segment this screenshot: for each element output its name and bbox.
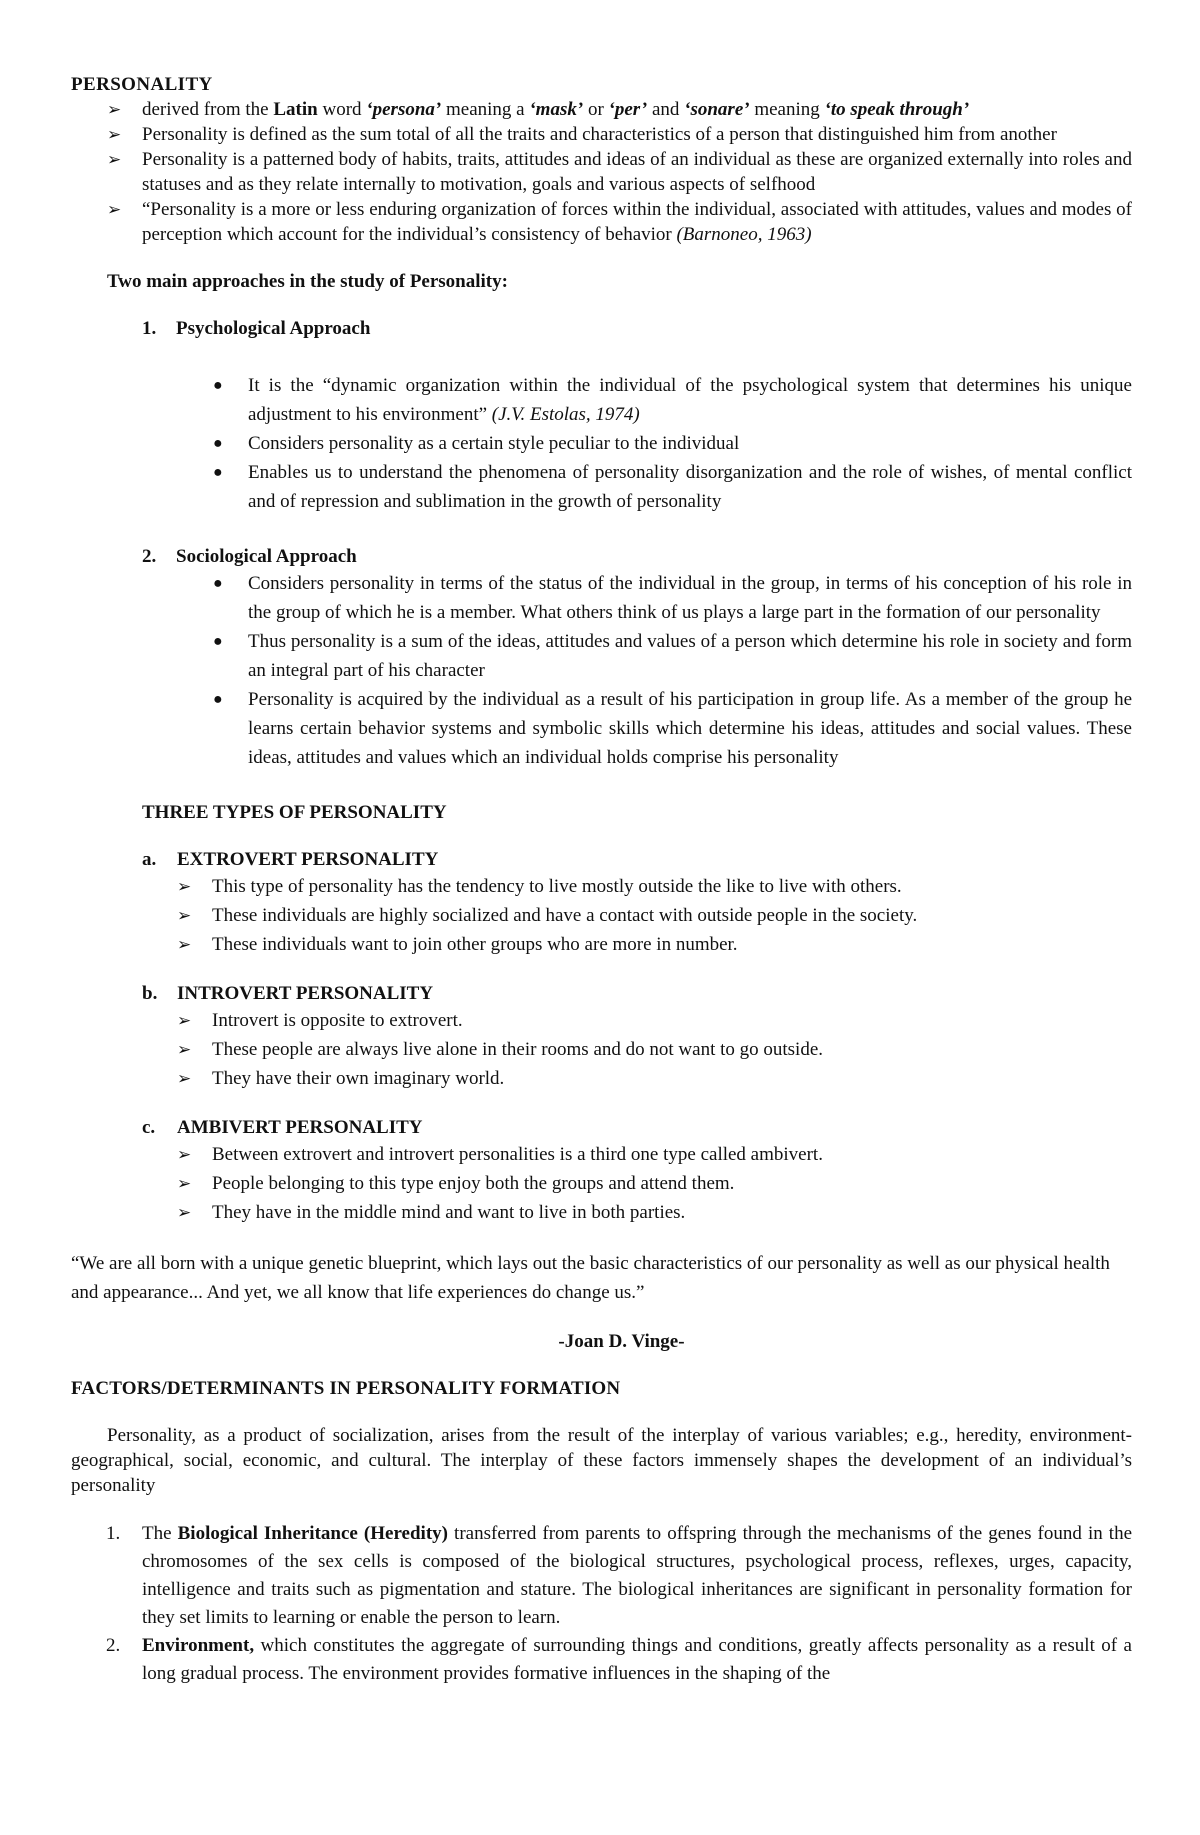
definition-item: ➢ Personality is a patterned body of habits, traits, attitudes and ideas of an individual as these are organized externally into roles and statuses and as they relate internally to motivation, goals and various aspects of selfhood bbox=[107, 149, 1132, 195]
definition-item: ➢ derived from the Latin word ‘persona’ meaning a ‘mask’ or ‘per’ and ‘sonare’ meaning ‘to speak through’ bbox=[107, 99, 970, 120]
arrowhead-bullet-icon: ➢ bbox=[107, 150, 122, 169]
approach-point: ● Thus personality is a sum of the ideas, attitudes and values of a person which determine his role in society and form an integral part of his character bbox=[248, 627, 1132, 685]
approach-point: ● Considers personality as a certain style peculiar to the individual bbox=[248, 429, 1132, 458]
arrowhead-bullet-icon: ➢ bbox=[177, 1040, 192, 1059]
approach-point: ● Enables us to understand the phenomena of personality disorganization and the role of wishes, of mental conflict and of repression and sublimation in the growth of personality bbox=[248, 458, 1132, 516]
arrowhead-bullet-icon: ➢ bbox=[177, 1203, 192, 1222]
type-heading: a. EXTROVERT PERSONALITY bbox=[142, 849, 439, 870]
round-bullet-icon: ● bbox=[213, 575, 223, 592]
arrowhead-bullet-icon: ➢ bbox=[107, 200, 122, 219]
arrowhead-bullet-icon: ➢ bbox=[177, 1069, 192, 1088]
round-bullet-icon: ● bbox=[213, 377, 223, 394]
round-bullet-icon: ● bbox=[213, 633, 223, 650]
definition-item: ➢ “Personality is a more or less enduring organization of forces within the individual, associated with attitudes, values and modes of perception which account for the individual’s consistency of behavior (Barnoneo, 1963) bbox=[107, 199, 1132, 245]
arrowhead-bullet-icon: ➢ bbox=[177, 935, 192, 954]
document-title: PERSONALITY bbox=[71, 74, 213, 95]
approach-heading: 2. Sociological Approach bbox=[142, 546, 357, 567]
factor-list bbox=[71, 1520, 1132, 1688]
factors-intro: Personality, as a product of socialization, arises from the result of the interplay of various variables; e.g., heredity, environment-geographical, social, economic, and cultural. The interplay of these factors immensely shapes the development of an individual’s personality bbox=[71, 1425, 1132, 1496]
type-point: ➢ Between extrovert and introvert personalities is a third one type called ambivert. bbox=[212, 1140, 1132, 1169]
type-point: ➢ This type of personality has the tendency to live mostly outside the like to live with others. bbox=[212, 872, 1132, 901]
arrowhead-bullet-icon: ➢ bbox=[177, 877, 192, 896]
approaches-heading: Two main approaches in the study of Personality: bbox=[107, 271, 508, 292]
approach-heading: 1. Psychological Approach bbox=[142, 318, 371, 339]
approach-point: ● It is the “dynamic organization within the individual of the psychological system that determines his unique adjustment to his environment” (J.V. Estolas, 1974) bbox=[248, 371, 1132, 429]
round-bullet-icon: ● bbox=[213, 464, 223, 481]
type-point: ➢ They have their own imaginary world. bbox=[212, 1064, 1132, 1093]
approach-point-list bbox=[71, 371, 1132, 516]
approach-point-list bbox=[71, 569, 1132, 772]
type-point-list bbox=[71, 872, 1132, 959]
type-point: ➢ These individuals are highly socialized and have a contact with outside people in the society. bbox=[212, 901, 1132, 930]
type-heading: b. INTROVERT PERSONALITY bbox=[142, 983, 434, 1004]
arrowhead-bullet-icon: ➢ bbox=[177, 1174, 192, 1193]
arrowhead-bullet-icon: ➢ bbox=[177, 906, 192, 925]
type-point: ➢ These individuals want to join other groups who are more in number. bbox=[212, 930, 1132, 959]
round-bullet-icon: ● bbox=[213, 691, 223, 708]
arrowhead-bullet-icon: ➢ bbox=[177, 1011, 192, 1030]
arrowhead-bullet-icon: ➢ bbox=[177, 1145, 192, 1164]
quote-text: “We are all born with a unique genetic blueprint, which lays out the basic characteristics of our personality as well as our physical health and appearance... And yet, we all know that life experiences do change us.” bbox=[71, 1253, 1110, 1303]
type-point: ➢ They have in the middle mind and want to live in both parties. bbox=[212, 1198, 1132, 1227]
type-point-list bbox=[71, 1006, 1132, 1093]
definition-item: ➢ Personality is defined as the sum total of all the traits and characteristics of a person that distinguished him from another bbox=[107, 124, 1057, 145]
approach-point: ● Personality is acquired by the individual as a result of his participation in group life. As a member of the group he learns certain behavior systems and symbolic skills which determine his ideas, attitudes and social values. These ideas, attitudes and values which an individual holds comprise his personality bbox=[248, 685, 1132, 772]
round-bullet-icon: ● bbox=[213, 435, 223, 452]
type-point: ➢ People belonging to this type enjoy both the groups and attend them. bbox=[212, 1169, 1132, 1198]
types-heading: THREE TYPES OF PERSONALITY bbox=[142, 802, 447, 823]
approach-point: ● Considers personality in terms of the status of the individual in the group, in terms of his conception of his role in the group of which he is a member. What others think of us plays a large part in the formation of our personality bbox=[248, 569, 1132, 627]
factor-item: 1. The Biological Inheritance (Heredity) transferred from parents to offspring through the mechanisms of the genes found in the chromosomes of the sex cells is composed of the biological structures, psychological process, reflexes, urges, capacity, intelligence and traits such as pigmentation and stature. The biological inheritances are significant in personality formation for they set limits to learning or enable the person to learn. bbox=[106, 1523, 1133, 1628]
type-point-list bbox=[71, 1140, 1132, 1227]
factors-heading: FACTORS/DETERMINANTS IN PERSONALITY FORMATION bbox=[71, 1378, 621, 1399]
factor-item: 2. Environment, which constitutes the aggregate of surrounding things and conditions, greatly affects personality as a result of a long gradual process. The environment provides formative influences in the shaping of the bbox=[106, 1635, 1132, 1684]
quote-author: -Joan D. Vinge- bbox=[558, 1331, 685, 1352]
type-point: ➢ These people are always live alone in their rooms and do not want to go outside. bbox=[212, 1035, 1132, 1064]
arrowhead-bullet-icon: ➢ bbox=[107, 100, 122, 119]
type-heading: c. AMBIVERT PERSONALITY bbox=[142, 1117, 423, 1138]
arrowhead-bullet-icon: ➢ bbox=[107, 125, 122, 144]
type-point: ➢ Introvert is opposite to extrovert. bbox=[212, 1006, 1132, 1035]
definition-list bbox=[71, 97, 1132, 247]
